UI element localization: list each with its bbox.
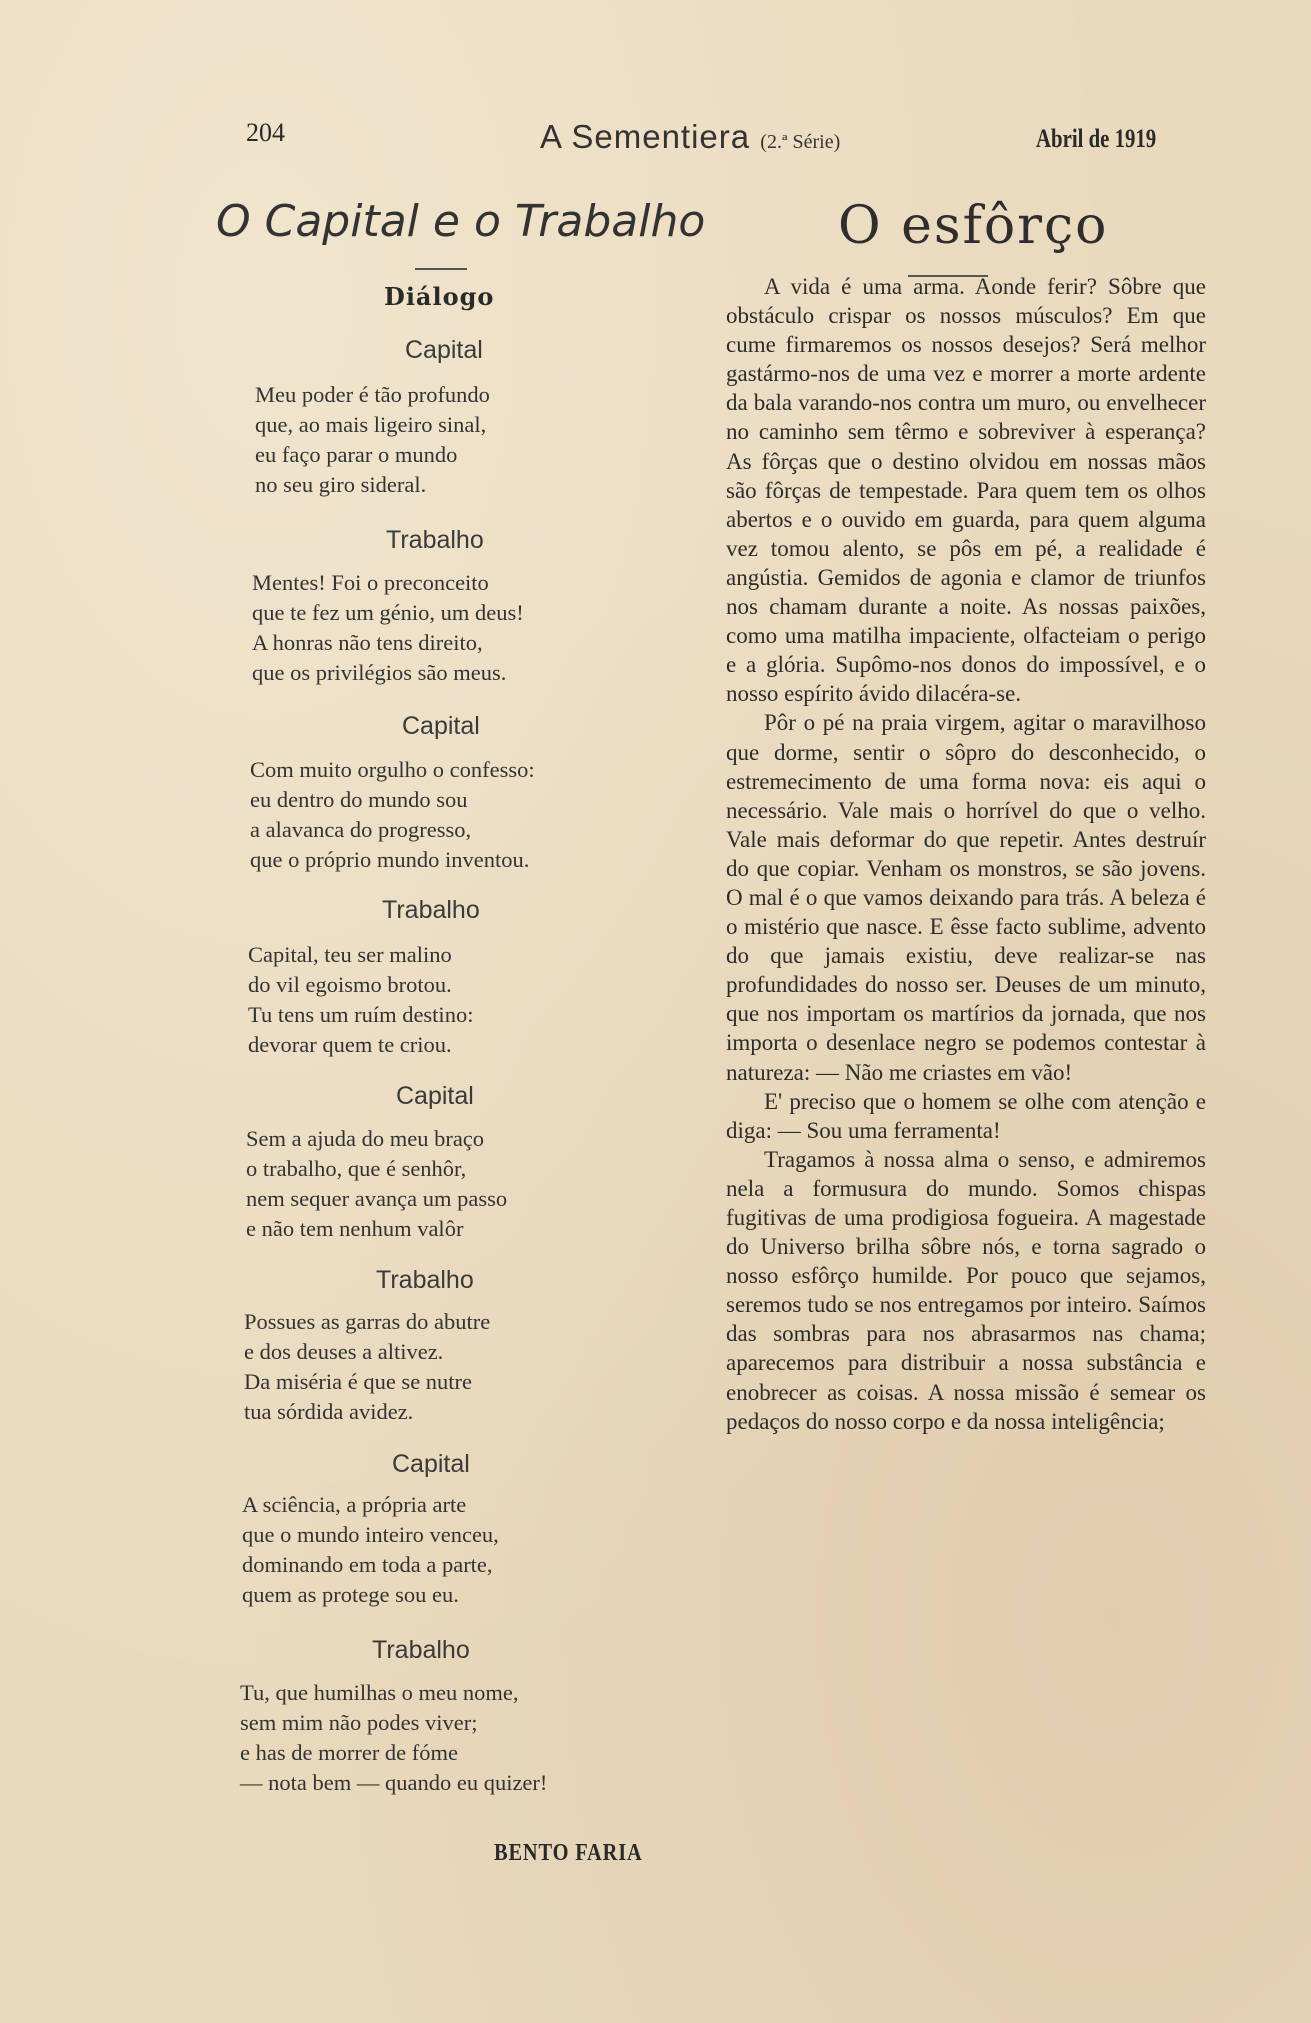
publication-name: A Sementiera [540,118,751,155]
speaker-label: Capital [392,1450,470,1478]
verse-line: quem as protege sou eu. [242,1582,459,1607]
verse-line: que, ao mais ligeiro sinal, [255,412,487,437]
verse-line: a alavanca do progresso, [250,817,472,842]
verse-line: que os privilégios são meus. [252,660,507,685]
verse-line: que te fez um génio, um deus! [252,600,524,625]
poem-stanza [255,380,490,500]
poem-stanza [252,568,524,688]
verse-line: nem sequer avança um passo [246,1186,508,1211]
verse-line: Meu poder é tão profundo [255,382,490,407]
poem-title: O Capital e o Trabalho [216,196,706,247]
verse-line: Da miséria é que se nutre [244,1369,473,1394]
verse-line: tua sórdida avidez. [244,1399,414,1424]
poem-subtitle: Diálogo [384,282,495,311]
poem-stanza [242,1490,499,1610]
verse-line: Capital, teu ser malino [248,942,452,967]
verse-line: sem mim não podes viver; [240,1710,478,1735]
speaker-label: Capital [405,336,483,364]
verse-line: e não tem nenhum valôr [246,1216,464,1241]
verse-line: A honras não tens direito, [252,630,483,655]
speaker-label: Trabalho [382,896,480,924]
verse-line: que o mundo inteiro venceu, [242,1522,499,1547]
poem-author: BENTO FARIA [494,1840,643,1866]
issue-date: Abril de 1919 [1036,124,1157,153]
verse-line: Mentes! Foi o preconceito [252,570,489,595]
verse-line: o trabalho, que é senhôr, [246,1156,467,1181]
essay-paragraph: Pôr o pé na praia virgem, agitar o maravilhoso que dorme, sentir o sôpro do desconhecido, o estremecimento de uma forma nova: eis aqui o necessário. Vale mais o horrível do que o velho. Vale mais deformar do que repetir. Antes destruír do que copiar. Venham os monstros, se são jovens. O mal é o que vamos deixando para trás. A beleza é o mistério que nasce. E êsse facto sublime, advento do que jamais existiu, deve realizar-se nas profundidades do nosso ser. Deuses de um minuto, que nos importam os martírios da jornada, que nos importa o desenlace negro se podemos contestar à natureza: — Não me criastes em vão! [726,710,1206,1085]
page-number: 204 [246,118,285,147]
verse-line: Possues as garras do abutre [244,1309,491,1334]
verse-line: devorar quem te criou. [248,1032,452,1057]
essay-paragraph: A vida é uma arma. Aonde ferir? Sôbre que obstáculo crispar os nossos músculos? Em que cume firmaremos os nossos desejos? Será melhor gastármo-nos de uma vez e morrer a morte ardente da bala varando-nos contra um muro, ou envelhecer no caminho sem têrmo e sobreviver à esperança? As fôrças que o destino olvidou em nossas mãos são fôrças de tempestade. Para quem tem os olhos abertos e o ouvido em guarda, para quem alguma vez tomou alento, se pôs em pé, a realidade é angústia. Gemidos de agonia e clamor de triunfos nos chamam durante a noite. As nossas paixões, como uma matilha impaciente, olfacteiam o perigo e a glória. Supômo-nos donos do impossível, e o nosso espírito ávido dilacéra-se. [726,274,1206,707]
speaker-label: Trabalho [372,1636,470,1664]
speaker-label: Trabalho [376,1266,474,1294]
poem-stanza [244,1307,490,1427]
speaker-label: Trabalho [386,526,484,554]
essay-paragraph: Tragamos à nossa alma o senso, e admiremos nela a formusura do mundo. Somos chispas fugitivas de uma prodigiosa fogueira. A magestade do Universo brilha sôbre nós, e torna sagrado o nosso esfôrço humilde. Por pouco que sejamos, seremos tudo se nos entregamos por inteiro. Saímos das sombras para nos abrasarmos nas chama; aparecemos para distribuir a nossa substância e enobrecer as coisas. A nossa missão é semear os pedaços do nosso corpo e da nossa inteligência; [726,1146,1206,1434]
essay-body [726,272,1206,1436]
poem-stanza [246,1124,507,1244]
poem-stanza [240,1678,547,1798]
poem-stanza [250,755,535,875]
verse-line: — nota bem — quando eu quizer! [240,1770,548,1795]
verse-line: eu dentro do mundo sou [250,787,468,812]
verse-line: e has de morrer de fóme [240,1740,459,1765]
speaker-label: Capital [396,1082,474,1110]
title-rule [415,268,467,270]
verse-line: dominando em toda a parte, [242,1552,493,1577]
verse-line: Tu tens um ruím destino: [248,1002,474,1027]
verse-line: eu faço parar o mundo [255,442,458,467]
verse-line: no seu giro sideral. [255,472,427,497]
verse-line: Sem a ajuda do meu braço [246,1126,485,1151]
essay-title: O esfôrço [838,196,1109,256]
publication-title [540,118,840,156]
verse-line: A sciência, a própria arte [242,1492,467,1517]
speaker-label: Capital [402,712,480,740]
verse-line: Com muito orgulho o confesso: [250,757,535,782]
verse-line: Tu, que humilhas o meu nome, [240,1680,519,1705]
verse-line: que o próprio mundo inventou. [250,847,530,872]
verse-line: e dos deuses a altivez. [244,1339,444,1364]
publication-series: (2.ª Série) [760,131,841,153]
essay-paragraph: E' preciso que o homem se olhe com atenção e diga: — Sou uma ferramenta! [726,1088,1206,1143]
verse-line: do vil egoismo brotou. [248,972,452,997]
poem-stanza [248,940,473,1060]
